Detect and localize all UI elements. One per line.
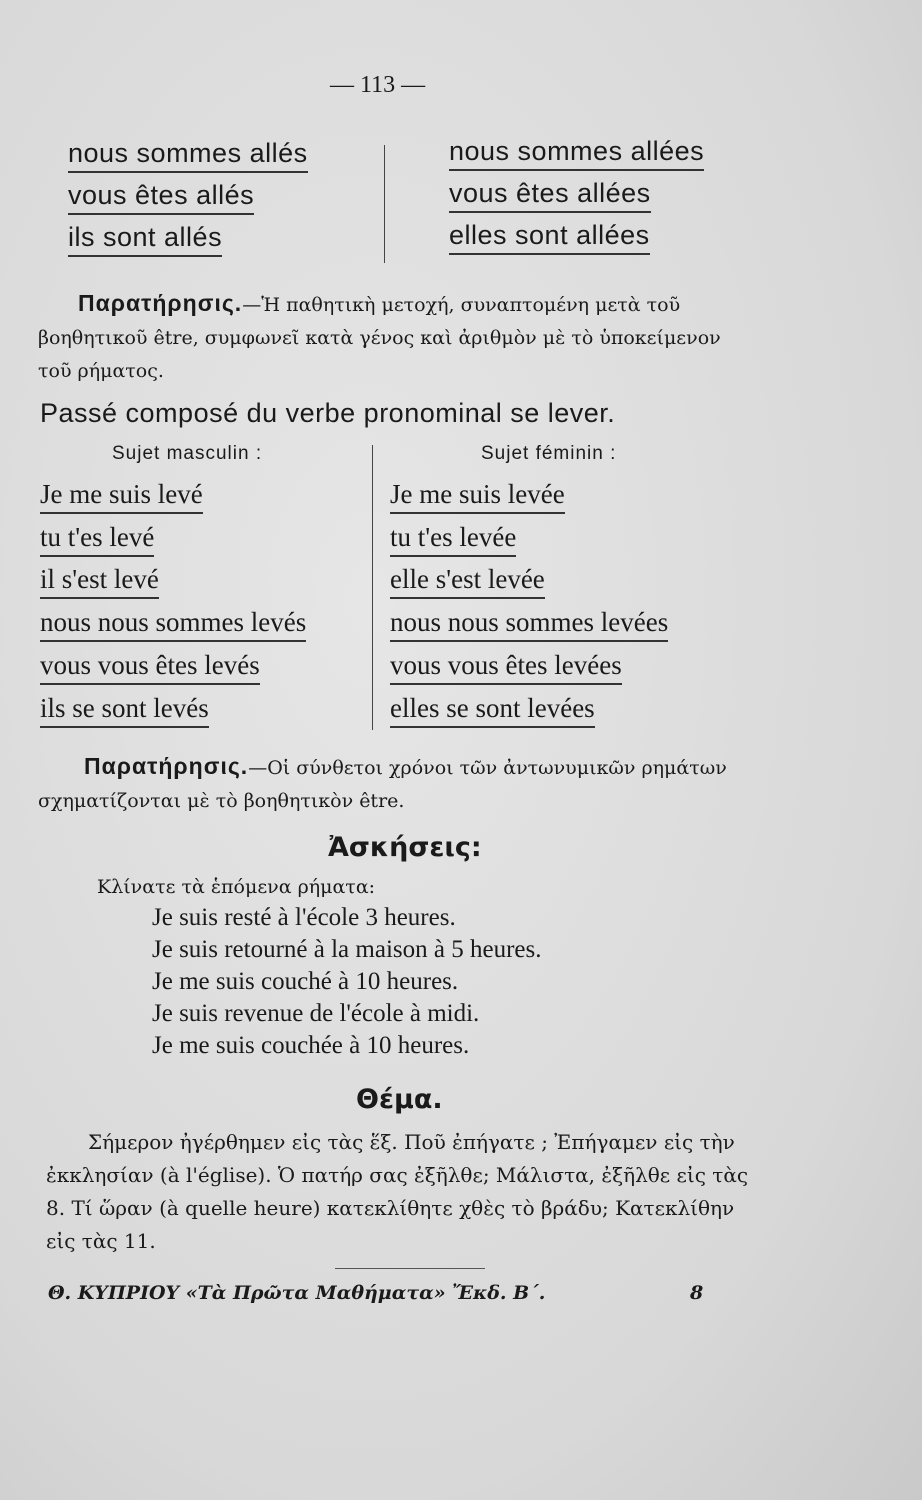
column-divider [372,445,373,730]
table1-left-row: nous sommes allés [68,138,308,173]
table2-right-row: Je me suis levée [390,479,565,514]
note-paragraph: Παρατήρησις.—Οἱ σύνθετοι χρόνοι τῶν ἀντωνυμικῶν ρημάτων σχηματίζονται μὲ τὸ βοηθητικὸν être. [38,753,727,812]
table1-left-row: ils sont allés [68,222,222,257]
note-label: Παρατήρησις. [78,290,243,316]
theme-paragraph: Σήμερον ἠγέρθημεν εἰς τὰς ἕξ. Ποῦ ἐπήγατε ; Ἐπήγαμεν εἰς τὴν ἐκκλησίαν (à l'église). Ὁ πατήρ σας ἐξῆλθε; Μάλιστα, ἐξῆλθε εἰς τὰς 8. Τί ὥραν (à quelle heure) κατεκλίθητε χθὲς τὸ βράδυ; Κατεκλίθην εἰς τὰς 11. [46,1130,749,1253]
exercise-sentence: Je suis retourné à la maison à 5 heures. [152,936,542,963]
table2-right-row: elle s'est levée [390,564,545,599]
table2-left-row: vous vous êtes levés [40,650,260,685]
table2-left-row: il s'est levé [40,564,159,599]
note-label: Παρατήρησις. [84,753,249,779]
signature-mark: 8 [690,1282,704,1304]
table2-right-row: nous nous sommes levées [390,607,668,642]
exercises-title: Ἀσκήσεις: [328,832,482,863]
table1-left-row: vous êtes allés [68,180,254,215]
table2-right-row: vous vous êtes levées [390,650,622,685]
theme-title: Θέμα. [356,1084,443,1115]
exercise-sentence: Je suis revenue de l'école à midi. [152,1000,480,1027]
section-heading: Passé composé du verbe pronominal se lever. [40,398,616,428]
table2-left-row: ils se sont levés [40,693,209,728]
table2-left-row: tu t'es levé [40,522,154,557]
table1-right-row: nous sommes allées [449,136,704,171]
table1-right-row: elles sont allées [449,220,650,255]
table2-left-row: nous nous sommes levés [40,607,306,642]
exercises-instruction: Κλίνατε τὰ ἑπόμενα ρήματα: [97,876,376,898]
page-number: — 113 — [330,72,426,98]
exercise-sentence: Je me suis couché à 10 heures. [152,968,459,995]
table2-right-row: elles se sont levées [390,693,595,728]
table2-right-row: tu t'es levée [390,522,516,557]
table1-right-row: vous êtes allées [449,178,651,213]
note-paragraph: Παρατήρησις.—Ἡ παθητικὴ μετοχή, συναπτομένη μετὰ τοῦ βοηθητικοῦ être, συμφωνεῖ κατὰ γένος καὶ ἀριθμὸν μὲ τὸ ὑποκείμενον τοῦ ρήματος. [38,290,721,382]
footer-rule [335,1268,485,1269]
exercise-sentence: Je suis resté à l'école 3 heures. [152,904,456,931]
column-header-masculin: Sujet masculin : [112,443,263,464]
column-header-feminin: Sujet féminin : [481,443,617,464]
table2-left-row: Je me suis levé [40,479,203,514]
footer-credit: Θ. ΚΥΠΡΙΟΥ «Τὰ Πρῶτα Μαθήματα» Ἔκδ. Β΄. [48,1282,546,1304]
column-divider [384,145,385,263]
exercise-sentence: Je me suis couchée à 10 heures. [152,1032,470,1059]
